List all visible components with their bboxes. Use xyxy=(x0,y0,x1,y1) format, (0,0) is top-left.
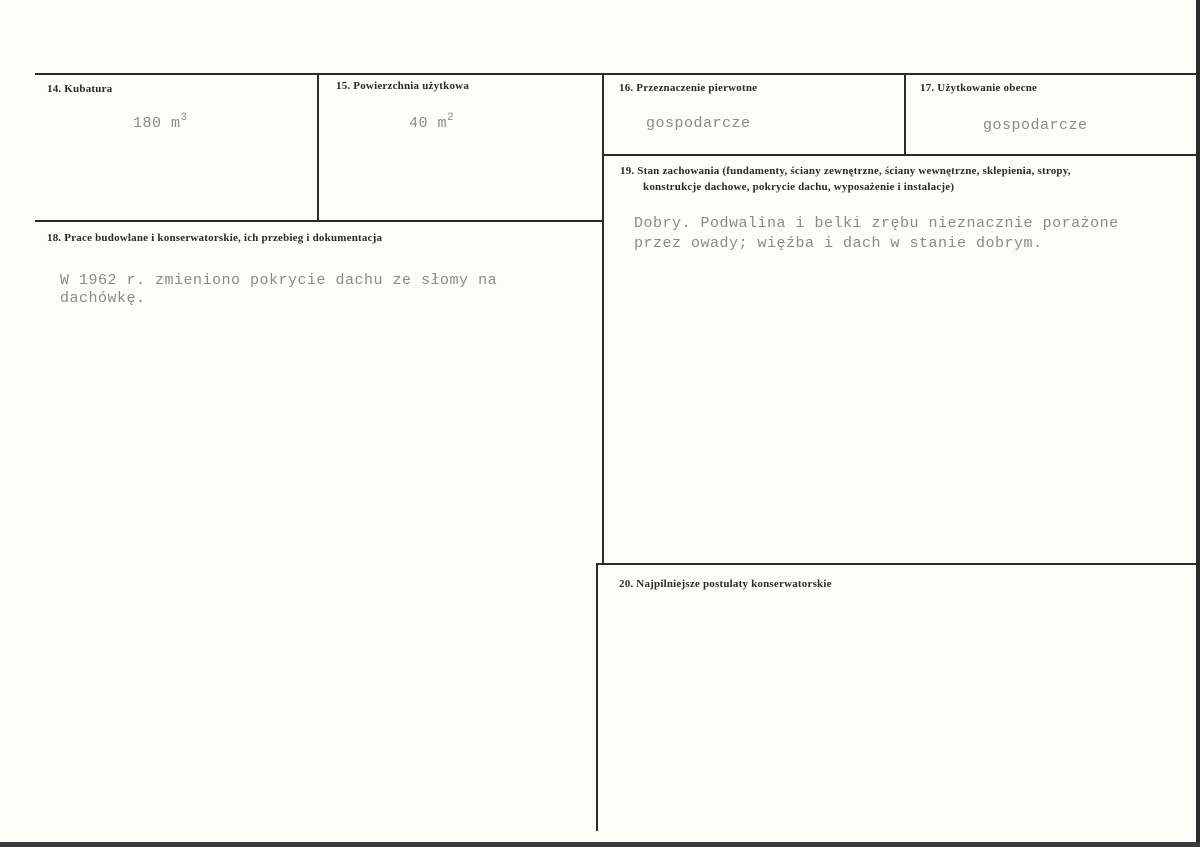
field-15-unit-exponent: 2 xyxy=(447,112,455,124)
field-14-value xyxy=(133,114,188,133)
field-14-label: 14. Kubatura xyxy=(47,83,113,95)
field-18-label: 18. Prace budowlane i konserwatorskie, ich przebieg i dokumentacja xyxy=(47,232,383,244)
divider-14-15 xyxy=(317,73,319,221)
field-15-value xyxy=(409,114,454,133)
field-14-value-text: 180 m xyxy=(133,115,181,132)
field-16-label: 16. Przeznaczenie pierwotne xyxy=(619,82,758,94)
card-right-edge xyxy=(1196,0,1200,847)
field-19-label-line1: 19. Stan zachowania (fundamenty, ściany zewnętrzne, ściany wewnętrzne, sklepienia, stropy, xyxy=(620,165,1071,177)
field-15-value-text: 40 m xyxy=(409,115,448,132)
rule-under-19 xyxy=(598,563,1200,565)
card-bottom-edge xyxy=(0,842,1200,847)
field-19-value-line2: przez owady; więźba i dach w stanie dobrym. xyxy=(634,235,1043,252)
field-20-label: 20. Najpilniejsze postulaty konserwatorskie xyxy=(619,578,832,590)
field-18-value-line1: W 1962 r. zmieniono pokrycie dachu ze słomy na xyxy=(60,272,498,289)
field-19-value-line1: Dobry. Podwalina i belki zrębu nieznacznie porażone xyxy=(634,215,1119,232)
divider-16-17 xyxy=(904,73,906,154)
field-14-unit-exponent: 3 xyxy=(180,112,188,124)
field-18-value-line2: dachówkę. xyxy=(60,290,146,307)
top-rule xyxy=(35,73,1200,75)
divider-left-right-lower xyxy=(596,563,598,831)
field-19-label-line2: konstrukcje dachowe, pokrycie dachu, wyposażenie i instalacje) xyxy=(643,181,955,193)
rule-under-14-15 xyxy=(35,220,603,222)
field-16-value: gospodarcze xyxy=(646,115,751,132)
field-17-label: 17. Użytkowanie obecne xyxy=(920,82,1038,94)
field-17-value: gospodarcze xyxy=(983,117,1088,134)
rule-under-16-17 xyxy=(602,154,1200,156)
field-15-label: 15. Powierzchnia użytkowa xyxy=(336,80,470,92)
divider-left-right xyxy=(602,73,604,563)
